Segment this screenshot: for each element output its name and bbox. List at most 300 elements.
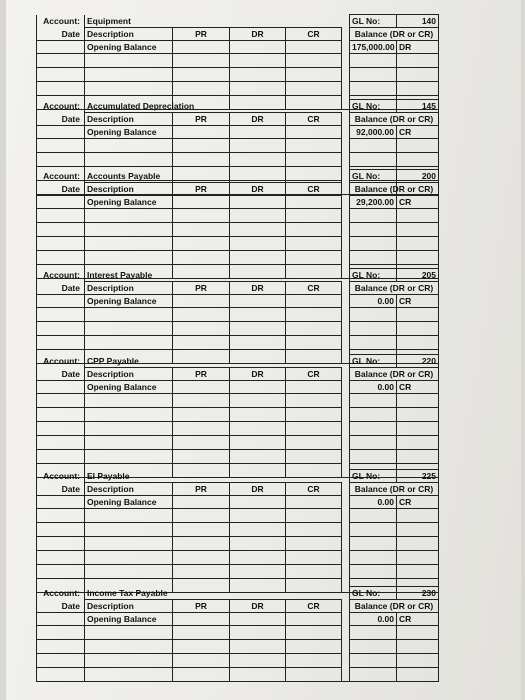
table-row	[37, 537, 439, 551]
pr-cell[interactable]	[173, 436, 230, 450]
table-row	[37, 251, 439, 265]
opening-balance-label: Opening Balance	[85, 196, 173, 209]
dr-cell[interactable]	[230, 209, 286, 223]
pr-header: PR	[173, 282, 230, 295]
table-row	[37, 565, 439, 579]
balance-cell[interactable]	[350, 408, 397, 422]
dr-cell[interactable]	[230, 68, 286, 82]
table-row	[37, 626, 439, 640]
dr-header: DR	[230, 183, 286, 196]
date-header: Date	[37, 483, 85, 496]
pr-header: PR	[173, 483, 230, 496]
balance-cell[interactable]	[350, 139, 397, 153]
dr-cell[interactable]	[230, 251, 286, 265]
balance-type-cell[interactable]	[397, 336, 439, 350]
gl-no-label: GL No:	[350, 587, 397, 600]
cr-cell[interactable]	[286, 408, 342, 422]
description-cell[interactable]	[85, 82, 173, 96]
balance-cell[interactable]	[350, 209, 397, 223]
description-cell[interactable]	[85, 209, 173, 223]
description-cell[interactable]	[85, 640, 173, 654]
cr-cell[interactable]	[286, 509, 342, 523]
account-label: Account:	[37, 269, 85, 282]
dr-cell[interactable]	[230, 308, 286, 322]
table-row	[37, 509, 439, 523]
balance-header: Balance (DR or CR)	[350, 183, 439, 196]
cr-cell[interactable]	[286, 223, 342, 237]
date-cell[interactable]	[37, 308, 85, 322]
pr-cell[interactable]	[173, 394, 230, 408]
cr-cell[interactable]	[286, 450, 342, 464]
pr-cell[interactable]	[173, 251, 230, 265]
description-cell[interactable]	[85, 308, 173, 322]
pr-cell[interactable]	[173, 381, 230, 394]
description-cell[interactable]	[85, 422, 173, 436]
opening-balance-type: CR	[397, 126, 439, 139]
balance-cell[interactable]	[350, 237, 397, 251]
opening-date-cell[interactable]	[37, 295, 85, 308]
cr-cell[interactable]	[286, 668, 342, 682]
gl-no-label: GL No:	[350, 170, 397, 183]
description-cell[interactable]	[85, 322, 173, 336]
dr-cell[interactable]	[230, 153, 286, 167]
pr-cell[interactable]	[173, 209, 230, 223]
balance-cell[interactable]	[350, 537, 397, 551]
opening-date-cell[interactable]	[37, 613, 85, 626]
date-cell[interactable]	[37, 640, 85, 654]
date-cell[interactable]	[37, 336, 85, 350]
gl-no-label: GL No:	[350, 269, 397, 282]
table-row	[37, 436, 439, 450]
pr-cell[interactable]	[173, 139, 230, 153]
dr-cell[interactable]	[230, 626, 286, 640]
opening-date-cell[interactable]	[37, 196, 85, 209]
balance-cell[interactable]	[350, 336, 397, 350]
cr-cell[interactable]	[286, 565, 342, 579]
description-cell[interactable]	[85, 537, 173, 551]
table-row	[37, 422, 439, 436]
description-header: Description	[85, 483, 173, 496]
date-cell[interactable]	[37, 223, 85, 237]
opening-date-cell[interactable]	[37, 41, 85, 54]
date-cell[interactable]	[37, 450, 85, 464]
dr-cell[interactable]	[230, 295, 286, 308]
ledger-sheet	[6, 0, 521, 700]
cr-cell[interactable]	[286, 41, 342, 54]
date-cell[interactable]	[37, 668, 85, 682]
cr-cell[interactable]	[286, 153, 342, 167]
description-cell[interactable]	[85, 251, 173, 265]
balance-cell[interactable]	[350, 565, 397, 579]
date-cell[interactable]	[37, 436, 85, 450]
description-header: Description	[85, 113, 173, 126]
pr-cell[interactable]	[173, 153, 230, 167]
balance-cell[interactable]	[350, 223, 397, 237]
table-row	[37, 640, 439, 654]
cr-cell[interactable]	[286, 237, 342, 251]
balance-type-cell[interactable]	[397, 626, 439, 640]
pr-header: PR	[173, 368, 230, 381]
dr-cell[interactable]	[230, 668, 286, 682]
date-cell[interactable]	[37, 153, 85, 167]
opening-balance-value: 0.00	[350, 496, 397, 509]
pr-cell[interactable]	[173, 626, 230, 640]
pr-cell[interactable]	[173, 223, 230, 237]
opening-balance-value: 92,000.00	[350, 126, 397, 139]
gl-no-label: GL No:	[350, 470, 397, 483]
table-row	[37, 223, 439, 237]
balance-type-cell[interactable]	[397, 139, 439, 153]
account-label: Account:	[37, 100, 85, 113]
dr-cell[interactable]	[230, 322, 286, 336]
opening-date-cell[interactable]	[37, 126, 85, 139]
ledger-table	[36, 14, 439, 110]
cr-cell[interactable]	[286, 640, 342, 654]
dr-cell[interactable]	[230, 237, 286, 251]
table-row	[37, 450, 439, 464]
balance-type-cell[interactable]	[397, 450, 439, 464]
balance-type-cell[interactable]	[397, 153, 439, 167]
description-cell[interactable]	[85, 408, 173, 422]
opening-balance-label: Opening Balance	[85, 613, 173, 626]
dr-cell[interactable]	[230, 640, 286, 654]
pr-cell[interactable]	[173, 496, 230, 509]
date-cell[interactable]	[37, 322, 85, 336]
dr-header: DR	[230, 483, 286, 496]
balance-cell[interactable]	[350, 654, 397, 668]
cr-cell[interactable]	[286, 308, 342, 322]
description-cell[interactable]	[85, 551, 173, 565]
description-cell[interactable]	[85, 509, 173, 523]
description-cell[interactable]	[85, 394, 173, 408]
cr-cell[interactable]	[286, 139, 342, 153]
pr-cell[interactable]	[173, 41, 230, 54]
pr-cell[interactable]	[173, 408, 230, 422]
date-cell[interactable]	[37, 209, 85, 223]
date-cell[interactable]	[37, 551, 85, 565]
gl-no-value: 220	[397, 355, 439, 368]
balance-type-cell[interactable]	[397, 640, 439, 654]
opening-balance-label: Opening Balance	[85, 381, 173, 394]
date-cell[interactable]	[37, 237, 85, 251]
dr-cell[interactable]	[230, 565, 286, 579]
balance-type-cell[interactable]	[397, 422, 439, 436]
dr-cell[interactable]	[230, 54, 286, 68]
description-cell[interactable]	[85, 68, 173, 82]
opening-balance-value: 0.00	[350, 613, 397, 626]
balance-type-cell[interactable]	[397, 237, 439, 251]
pr-cell[interactable]	[173, 523, 230, 537]
pr-cell[interactable]	[173, 613, 230, 626]
date-cell[interactable]	[37, 394, 85, 408]
dr-cell[interactable]	[230, 613, 286, 626]
description-cell[interactable]	[85, 654, 173, 668]
table-row	[37, 237, 439, 251]
dr-cell[interactable]	[230, 139, 286, 153]
cr-cell[interactable]	[286, 537, 342, 551]
gl-no-value: 140	[397, 15, 439, 28]
pr-cell[interactable]	[173, 450, 230, 464]
pr-cell[interactable]	[173, 237, 230, 251]
date-cell[interactable]	[37, 54, 85, 68]
pr-cell[interactable]	[173, 308, 230, 322]
cr-cell[interactable]	[286, 422, 342, 436]
ledger-table	[36, 354, 439, 478]
account-name: Accumulated Depreciation	[87, 100, 195, 111]
gl-no-value: 225	[397, 470, 439, 483]
dr-header: DR	[230, 282, 286, 295]
date-cell[interactable]	[37, 626, 85, 640]
account-label: Account:	[37, 587, 85, 600]
dr-cell[interactable]	[230, 509, 286, 523]
opening-date-cell[interactable]	[37, 381, 85, 394]
pr-cell[interactable]	[173, 82, 230, 96]
description-cell[interactable]	[85, 139, 173, 153]
dr-cell[interactable]	[230, 523, 286, 537]
date-cell[interactable]	[37, 565, 85, 579]
balance-cell[interactable]	[350, 394, 397, 408]
dr-cell[interactable]	[230, 408, 286, 422]
cr-cell[interactable]	[286, 626, 342, 640]
date-cell[interactable]	[37, 408, 85, 422]
balance-cell[interactable]	[350, 523, 397, 537]
table-row	[37, 153, 439, 167]
balance-type-cell[interactable]	[397, 68, 439, 82]
dr-cell[interactable]	[230, 41, 286, 54]
date-cell[interactable]	[37, 82, 85, 96]
balance-type-cell[interactable]	[397, 408, 439, 422]
dr-cell[interactable]	[230, 450, 286, 464]
cr-cell[interactable]	[286, 209, 342, 223]
opening-balance-value: 29,200.00	[350, 196, 397, 209]
cr-cell[interactable]	[286, 82, 342, 96]
dr-cell[interactable]	[230, 436, 286, 450]
opening-balance-type: CR	[397, 496, 439, 509]
table-row	[37, 523, 439, 537]
opening-balance-type: CR	[397, 295, 439, 308]
balance-type-cell[interactable]	[397, 209, 439, 223]
balance-cell[interactable]	[350, 450, 397, 464]
date-cell[interactable]	[37, 654, 85, 668]
cr-cell[interactable]	[286, 126, 342, 139]
cr-cell[interactable]	[286, 523, 342, 537]
cr-cell[interactable]	[286, 295, 342, 308]
description-cell[interactable]	[85, 336, 173, 350]
pr-header: PR	[173, 600, 230, 613]
balance-cell[interactable]	[350, 509, 397, 523]
balance-type-cell[interactable]	[397, 523, 439, 537]
ledger-account-block	[36, 169, 438, 279]
account-label: Account:	[37, 170, 85, 183]
balance-type-cell[interactable]	[397, 436, 439, 450]
ledger-table	[36, 268, 439, 364]
description-header: Description	[85, 282, 173, 295]
description-cell[interactable]	[85, 626, 173, 640]
dr-cell[interactable]	[230, 551, 286, 565]
balance-type-cell[interactable]	[397, 551, 439, 565]
gl-no-value: 205	[397, 269, 439, 282]
balance-cell[interactable]	[350, 68, 397, 82]
ledger-account-block	[36, 469, 438, 593]
pr-cell[interactable]	[173, 196, 230, 209]
pr-cell[interactable]	[173, 565, 230, 579]
pr-cell[interactable]	[173, 295, 230, 308]
dr-cell[interactable]	[230, 496, 286, 509]
opening-balance-value: 175,000.00	[350, 41, 397, 54]
dr-cell[interactable]	[230, 196, 286, 209]
gl-no-label: GL No:	[350, 15, 397, 28]
balance-cell[interactable]	[350, 308, 397, 322]
table-row	[37, 408, 439, 422]
opening-balance-type: CR	[397, 613, 439, 626]
description-cell[interactable]	[85, 668, 173, 682]
pr-cell[interactable]	[173, 68, 230, 82]
description-cell[interactable]	[85, 237, 173, 251]
balance-cell[interactable]	[350, 54, 397, 68]
description-cell[interactable]	[85, 450, 173, 464]
balance-type-cell[interactable]	[397, 565, 439, 579]
description-cell[interactable]	[85, 54, 173, 68]
date-cell[interactable]	[37, 139, 85, 153]
balance-cell[interactable]	[350, 322, 397, 336]
pr-cell[interactable]	[173, 126, 230, 139]
date-cell[interactable]	[37, 537, 85, 551]
cr-cell[interactable]	[286, 251, 342, 265]
cr-cell[interactable]	[286, 436, 342, 450]
pr-cell[interactable]	[173, 422, 230, 436]
table-row	[37, 139, 439, 153]
cr-cell[interactable]	[286, 68, 342, 82]
description-cell[interactable]	[85, 523, 173, 537]
cr-cell[interactable]	[286, 551, 342, 565]
account-label: Account:	[37, 15, 85, 28]
date-cell[interactable]	[37, 523, 85, 537]
dr-cell[interactable]	[230, 422, 286, 436]
balance-cell[interactable]	[350, 422, 397, 436]
cr-cell[interactable]	[286, 394, 342, 408]
balance-header: Balance (DR or CR)	[350, 113, 439, 126]
balance-type-cell[interactable]	[397, 322, 439, 336]
account-name: Interest Payable	[87, 269, 153, 280]
dr-cell[interactable]	[230, 537, 286, 551]
dr-header: DR	[230, 28, 286, 41]
dr-cell[interactable]	[230, 336, 286, 350]
dr-cell[interactable]	[230, 82, 286, 96]
pr-cell[interactable]	[173, 336, 230, 350]
description-header: Description	[85, 183, 173, 196]
ledger-table	[36, 169, 439, 279]
balance-cell[interactable]	[350, 640, 397, 654]
opening-balance-label: Opening Balance	[85, 41, 173, 54]
balance-header: Balance (DR or CR)	[350, 600, 439, 613]
table-row	[37, 668, 439, 682]
ledger-account-block	[36, 354, 438, 478]
cr-cell[interactable]	[286, 196, 342, 209]
opening-date-cell[interactable]	[37, 496, 85, 509]
table-row	[37, 654, 439, 668]
cr-cell[interactable]	[286, 54, 342, 68]
cr-cell[interactable]	[286, 336, 342, 350]
account-name: Income Tax Payable	[87, 587, 168, 598]
dr-cell[interactable]	[230, 381, 286, 394]
description-cell[interactable]	[85, 223, 173, 237]
description-cell[interactable]	[85, 436, 173, 450]
cr-cell[interactable]	[286, 381, 342, 394]
cr-header: CR	[286, 28, 342, 41]
balance-header: Balance (DR or CR)	[350, 483, 439, 496]
account-name: CPP Payable	[87, 355, 139, 366]
balance-cell[interactable]	[350, 82, 397, 96]
date-cell[interactable]	[37, 68, 85, 82]
date-header: Date	[37, 183, 85, 196]
balance-type-cell[interactable]	[397, 394, 439, 408]
table-row	[37, 394, 439, 408]
date-cell[interactable]	[37, 422, 85, 436]
balance-type-cell[interactable]	[397, 308, 439, 322]
balance-type-cell[interactable]	[397, 251, 439, 265]
account-name: Accounts Payable	[87, 170, 161, 181]
description-cell[interactable]	[85, 153, 173, 167]
balance-cell[interactable]	[350, 551, 397, 565]
balance-type-cell[interactable]	[397, 82, 439, 96]
pr-cell[interactable]	[173, 668, 230, 682]
pr-cell[interactable]	[173, 509, 230, 523]
account-name: EI Payable	[87, 470, 130, 481]
dr-cell[interactable]	[230, 223, 286, 237]
pr-cell[interactable]	[173, 654, 230, 668]
balance-type-cell[interactable]	[397, 668, 439, 682]
dr-header: DR	[230, 113, 286, 126]
pr-cell[interactable]	[173, 322, 230, 336]
pr-cell[interactable]	[173, 640, 230, 654]
cr-cell[interactable]	[286, 654, 342, 668]
date-header: Date	[37, 113, 85, 126]
gl-no-label: GL No:	[350, 355, 397, 368]
account-label: Account:	[37, 355, 85, 368]
table-row	[37, 68, 439, 82]
pr-header: PR	[173, 28, 230, 41]
pr-cell[interactable]	[173, 537, 230, 551]
balance-type-cell[interactable]	[397, 54, 439, 68]
pr-cell[interactable]	[173, 551, 230, 565]
cr-cell[interactable]	[286, 613, 342, 626]
dr-cell[interactable]	[230, 126, 286, 139]
pr-cell[interactable]	[173, 54, 230, 68]
gl-no-label: GL No:	[350, 100, 397, 113]
date-cell[interactable]	[37, 251, 85, 265]
date-cell[interactable]	[37, 509, 85, 523]
balance-type-cell[interactable]	[397, 223, 439, 237]
balance-type-cell[interactable]	[397, 537, 439, 551]
dr-cell[interactable]	[230, 394, 286, 408]
balance-cell[interactable]	[350, 668, 397, 682]
dr-cell[interactable]	[230, 654, 286, 668]
balance-cell[interactable]	[350, 251, 397, 265]
cr-cell[interactable]	[286, 322, 342, 336]
cr-cell[interactable]	[286, 496, 342, 509]
opening-balance-type: CR	[397, 196, 439, 209]
balance-cell[interactable]	[350, 153, 397, 167]
opening-balance-label: Opening Balance	[85, 496, 173, 509]
balance-type-cell[interactable]	[397, 654, 439, 668]
description-header: Description	[85, 368, 173, 381]
ledger-table	[36, 586, 439, 682]
balance-type-cell[interactable]	[397, 509, 439, 523]
balance-cell[interactable]	[350, 626, 397, 640]
description-cell[interactable]	[85, 565, 173, 579]
gl-no-value: 200	[397, 170, 439, 183]
balance-cell[interactable]	[350, 436, 397, 450]
